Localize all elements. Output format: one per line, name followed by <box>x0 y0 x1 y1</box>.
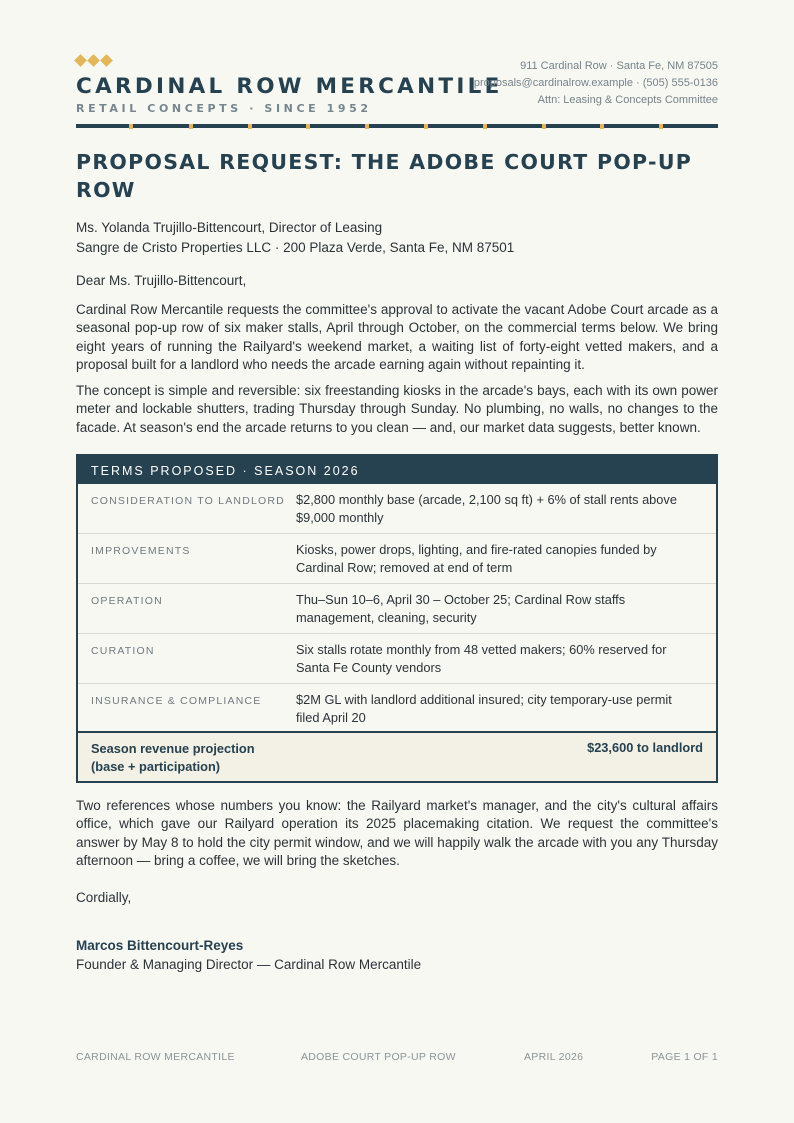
footer-date: APRIL 2026 <box>524 1051 584 1063</box>
brand-diamonds-icon <box>76 56 111 65</box>
document-title: PROPOSAL REQUEST: THE ADOBE COURT POP-UP ROW <box>76 150 693 202</box>
signer-title: Founder & Managing Director — Cardinal Row Mercantile <box>76 957 422 972</box>
terms-row <box>78 484 716 534</box>
terms-row-label: OPERATION <box>91 595 163 607</box>
brand-tagline: RETAIL CONCEPTS · SINCE 1952 <box>76 102 372 115</box>
terms-row-value: $2,800 monthly base (arcade, 2,100 sq ft) + 6% of stall rents above $9,000 monthly <box>296 492 677 525</box>
footer-page-number: PAGE 1 OF 1 <box>651 1051 718 1063</box>
rule-tick <box>483 124 487 129</box>
rule-tick <box>365 124 369 129</box>
rule-tick <box>189 124 193 129</box>
sender-attention: Attn: Leasing & Concepts Committee <box>537 94 718 106</box>
terms-row-label: IMPROVEMENTS <box>91 545 191 557</box>
rule-tick <box>248 124 252 129</box>
recipient-block <box>76 218 514 258</box>
total-label-line: Season revenue projection <box>91 741 255 756</box>
sender-email-phone: proposals@cardinalrow.example · (505) 555-0136 <box>473 77 718 89</box>
letterhead <box>76 54 718 130</box>
terms-row <box>78 634 716 684</box>
terms-row <box>78 534 716 584</box>
header-rule <box>76 124 718 128</box>
body-paragraph: Cardinal Row Mercantile requests the committee's approval to activate the vacant Adobe Court arcade as a seasonal pop-up row of six maker stalls, April through October, on the commercial terms below. We bring eight years of running the Railyard's weekend market, a waiting list of forty-eight vetted makers, and a proposal built for a landlord who needs the arcade earning again without repainting it. <box>76 302 718 372</box>
recipient-address: Sangre de Cristo Properties LLC · 200 Plaza Verde, Santa Fe, NM 87501 <box>76 240 515 255</box>
terms-row-label: INSURANCE & COMPLIANCE <box>91 695 262 707</box>
closing: Cordially, <box>76 890 132 905</box>
rule-tick <box>600 124 604 129</box>
sender-contact <box>474 58 718 109</box>
body-paragraph: The concept is simple and reversible: six freestanding kiosks in the arcade's bays, each with its own power meter and lockable shutters, trading Thursday through Sunday. No plumbing, no walls, no changes to the facade. At season's end the arcade returns to you clean — and, our market data suggests, better known. <box>76 383 718 435</box>
body-paragraph: Two references whose numbers you know: the Railyard market's manager, and the city's cultural affairs office, which gave our Railyard operation its 2025 placemaking citation. We request the committee's answer by May 8 to hold the city permit window, and we will happily walk the arcade with you any Thursday afternoon — bring a coffee, we will bring the sketches. <box>76 798 718 868</box>
sender-address: 911 Cardinal Row · Santa Fe, NM 87505 <box>520 60 718 72</box>
total-label-line: (base + participation) <box>91 758 221 774</box>
total-value: $23,600 to landlord <box>587 740 703 755</box>
terms-row-value: $2M GL with landlord additional insured; city temporary-use permit filed April 20 <box>296 692 672 725</box>
total-label <box>78 733 255 781</box>
rule-tick <box>659 124 663 129</box>
terms-row-value: Six stalls rotate monthly from 48 vetted makers; 60% reserved for Santa Fe County vendors <box>296 642 667 675</box>
terms-row <box>78 584 716 634</box>
salutation: Dear Ms. Trujillo-Bittencourt, <box>76 273 247 288</box>
terms-row-value: Thu–Sun 10–6, April 30 – October 25; Cardinal Row staffs management, cleaning, security <box>296 592 626 625</box>
terms-heading: TERMS PROPOSED · SEASON 2026 <box>78 456 716 484</box>
footer-company: CARDINAL ROW MERCANTILE <box>76 1051 235 1063</box>
rule-tick <box>424 124 428 129</box>
recipient-name: Ms. Yolanda Trujillo-Bittencourt, Director of Leasing <box>76 220 383 235</box>
rule-tick <box>129 124 133 129</box>
rule-tick <box>542 124 546 129</box>
terms-total-row <box>78 731 716 781</box>
terms-table <box>76 454 718 783</box>
terms-row-value: Kiosks, power drops, lighting, and fire-rated canopies funded by Cardinal Row; removed at end of term <box>296 542 657 575</box>
footer-project: ADOBE COURT POP-UP ROW <box>301 1051 456 1063</box>
terms-row-label: CONSIDERATION TO LANDLORD <box>91 495 285 507</box>
brand-name: CARDINAL ROW MERCANTILE <box>76 74 503 99</box>
signer-name: Marcos Bittencourt-Reyes <box>76 938 244 953</box>
terms-row-label: CURATION <box>91 645 155 657</box>
rule-tick <box>306 124 310 129</box>
letter-page <box>76 0 718 1123</box>
terms-row <box>78 684 716 734</box>
